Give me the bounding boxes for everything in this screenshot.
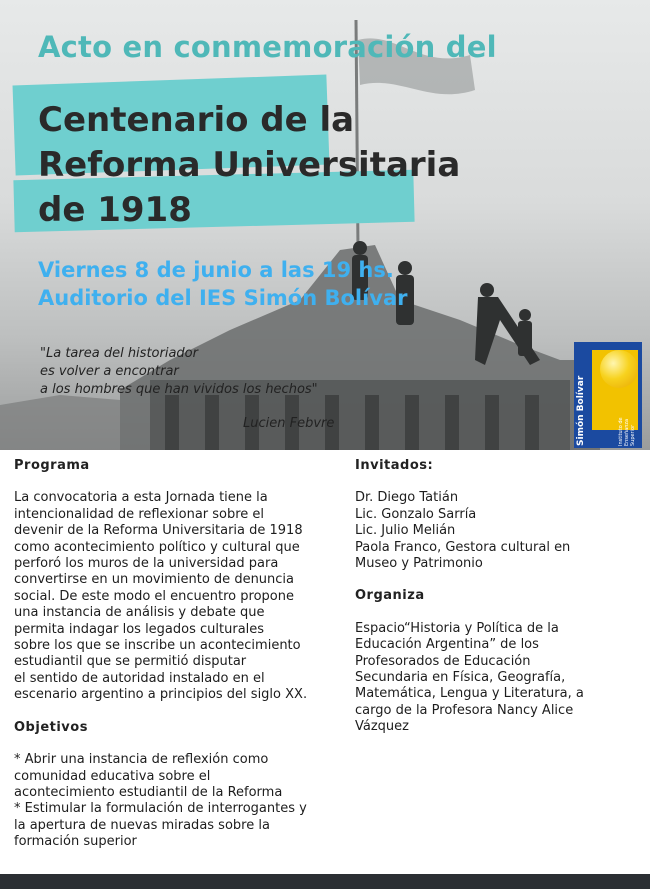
organiza-text [355, 621, 635, 736]
text-line: escenario argentino a principios del siglo XX. [14, 687, 308, 703]
text-line: Profesorados de Educación [355, 653, 531, 669]
text-line: cargo de la Profesora Nancy Alice [355, 702, 574, 718]
quote-line-2: es volver a encontrar [40, 364, 179, 379]
text-line: Matemática, Lengua y Literatura, a [355, 686, 584, 702]
guest-line: Lic. Gonzalo Sarría [355, 506, 477, 522]
text-line: * Estimular la formulación de interrogantes y [14, 801, 307, 817]
historian-quote [40, 345, 318, 399]
text-line: Espacio“Historia y Política de la [355, 620, 559, 636]
text-line: como acontecimiento político y cultural que [14, 539, 300, 555]
guest-line: Lic. Julio Melián [355, 523, 456, 539]
title-line-3: de 1918 [38, 190, 192, 230]
event-title [38, 98, 460, 233]
quote-line-3: a los hombres que han vividos los hechos" [40, 382, 318, 397]
guest-line: Dr. Diego Tatián [355, 490, 459, 506]
text-line: devenir de la Reforma Universitaria de 1918 [14, 523, 303, 539]
spacer [355, 572, 635, 588]
event-date-location [38, 256, 408, 312]
programa-heading: Programa [14, 458, 90, 473]
text-line: Educación Argentina” de los [355, 637, 539, 653]
quote-author: Lucien Febvre [243, 416, 335, 431]
text-line: estudiantil que se permitió disputar [14, 654, 247, 670]
title-line-1: Centenario de la [38, 100, 355, 140]
text-line: intencionalidad de reflexionar sobre el [14, 506, 265, 522]
text-line: el sentido de autoridad instalado en el [14, 670, 265, 686]
logo-name: Simón Bolívar [576, 375, 586, 446]
logo-subtitle: Instituto de Enseñanza Superior [618, 417, 636, 446]
event-kicker: Acto en conmemoración del [38, 30, 497, 64]
text-line: convertirse en un movimiento de denuncia [14, 572, 295, 588]
spacer [14, 704, 344, 720]
left-column [14, 458, 344, 851]
text-line: La convocatoria a esta Jornada tiene la [14, 490, 268, 506]
organiza-heading: Organiza [355, 588, 425, 604]
guest-line: Museo y Patrimonio [355, 556, 483, 572]
guest-line: Paola Franco, Gestora cultural en [355, 539, 571, 555]
text-line: perforó los muros de la universidad para [14, 556, 279, 572]
text-line: una instancia de análisis y debate que [14, 605, 265, 621]
event-date: Viernes 8 de junio a las 19 hs. [38, 258, 394, 282]
objetivos-text [14, 752, 344, 850]
text-line: comunidad educativa sobre el [14, 768, 211, 784]
text-line: sobre los que se inscribe un acontecimiento [14, 638, 301, 654]
text-line: acontecimiento estudiantil de la Reforma [14, 784, 283, 800]
text-line: * Abrir una instancia de reflexión como [14, 752, 269, 768]
institute-logo [574, 342, 642, 448]
text-line: social. De este modo el encuentro propone [14, 588, 294, 604]
text-line: la apertura de nuevas miradas sobre la [14, 817, 270, 833]
invitados-list [355, 490, 635, 572]
text-line: Secundaria en Física, Geografía, [355, 670, 566, 686]
event-location: Auditorio del IES Simón Bolívar [38, 286, 408, 310]
right-column [355, 458, 635, 736]
text-line: Vázquez [355, 719, 409, 735]
quote-line-1: "La tarea del historiador [40, 346, 198, 361]
programa-text [14, 490, 344, 703]
footer-bar [0, 874, 650, 889]
objetivos-heading: Objetivos [14, 719, 88, 735]
text-line: permita indagar los legados culturales [14, 621, 265, 637]
invitados-heading: Invitados: [355, 458, 434, 473]
title-line-2: Reforma Universitaria [38, 145, 461, 185]
text-line: formación superior [14, 834, 137, 850]
sun-icon [600, 350, 638, 388]
